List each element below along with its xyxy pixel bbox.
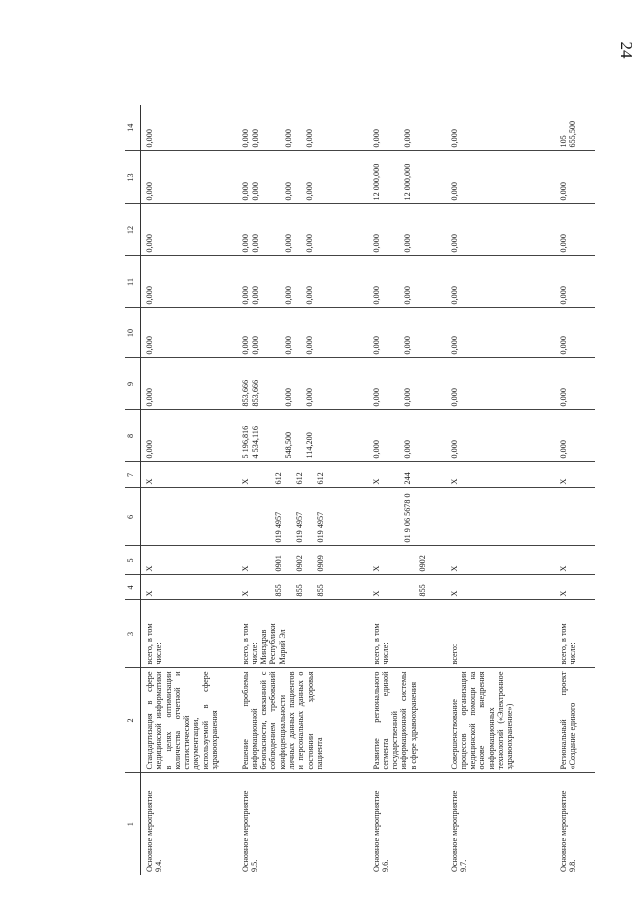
cell-c8	[237, 410, 368, 462]
value: 4 534,116	[250, 426, 260, 459]
value: 0,000	[250, 286, 260, 305]
cell-c11	[237, 256, 368, 308]
measure-name: Основное мероприятие 9.6.	[368, 773, 446, 875]
cell-c14: 0,000	[145, 129, 154, 148]
cell-c7: Х	[141, 462, 237, 488]
value: 612	[294, 472, 304, 485]
cell-c13: 0,000	[141, 151, 237, 204]
value: 0,000	[402, 286, 412, 305]
cell-c10	[368, 308, 446, 358]
value: 0,000	[250, 336, 260, 355]
column-header: 5	[125, 546, 141, 575]
value: 0909	[315, 555, 325, 572]
cell-c7: Х	[555, 462, 595, 488]
value: 0,000	[304, 182, 314, 201]
funding-source-cell	[237, 600, 368, 668]
measure-name: Основное мероприятие 9.8.	[555, 773, 595, 875]
cell-c11: 0,000	[446, 256, 555, 308]
funding-source: всего, в том числе:	[141, 600, 237, 668]
cell-c14	[237, 105, 368, 151]
value: Х	[371, 590, 381, 597]
value: 244	[402, 472, 412, 485]
funding-source: всего, в том числе:	[555, 600, 595, 668]
value: 855	[273, 584, 283, 597]
value: 612	[315, 472, 325, 485]
value: 0,000	[240, 286, 250, 305]
funding-source: всего, в том числе:	[240, 623, 259, 665]
value: 855	[417, 584, 427, 597]
column-header: 7	[125, 462, 141, 488]
cell-c4	[368, 575, 446, 600]
measure-description	[555, 668, 595, 773]
value: 0,000	[240, 129, 250, 148]
header-row	[125, 105, 141, 875]
value: 853,666	[240, 379, 250, 407]
value: 114,200	[304, 432, 314, 459]
cell-c12	[368, 204, 446, 256]
value: Х	[371, 565, 381, 572]
value: 0,000	[283, 129, 293, 148]
funding-source: Минздрав Республики Марий Эл	[259, 623, 287, 665]
cell-c9: 0,000	[555, 358, 595, 410]
description-text: Решение проблемы информационной безопасности, связанной с соблюдением требований конфиденциальности личных данных пациентов и персональных данных о состоянии здоровья пациента	[240, 671, 324, 770]
column-header: 10	[125, 308, 141, 358]
cell-c14	[368, 105, 446, 151]
program-table	[125, 105, 595, 875]
page-number: 24	[617, 41, 636, 59]
cell-c6	[141, 488, 237, 546]
value: Х	[240, 590, 250, 597]
value: 0902	[417, 555, 427, 572]
value: 0,000	[371, 129, 381, 148]
value: 0902	[294, 555, 304, 572]
value: 0,000	[240, 336, 250, 355]
cell-c9	[368, 358, 446, 410]
value: 0,000	[402, 336, 412, 355]
column-header: 6	[125, 488, 141, 546]
description-text: Совершенствование процессов организации медицинской помощи на основе внедрения информационных технологий («Электронное здравоохранение»)	[449, 671, 515, 770]
cell-c6	[446, 488, 555, 546]
column-header: 12	[125, 204, 141, 256]
value: 0,000	[304, 286, 314, 305]
cell-c7	[368, 462, 446, 488]
cell-c5	[368, 546, 446, 575]
value: 0,000	[371, 286, 381, 305]
cell-c7: Х	[446, 462, 555, 488]
value: 12 000,000	[402, 163, 412, 201]
value: Х	[371, 478, 381, 485]
cell-c8: 0,000	[141, 410, 237, 462]
cell-c6	[555, 488, 595, 546]
value: 855	[315, 584, 325, 597]
column-header: 11	[125, 256, 141, 308]
value: 0,000	[250, 182, 260, 201]
cell-c11: 0,000	[555, 256, 595, 308]
value: 0,000	[240, 182, 250, 201]
cell-c8: 0,000	[446, 410, 555, 462]
cell-c4: Х	[141, 575, 237, 600]
cell-c10	[237, 308, 368, 358]
measure-name: Основное мероприятие 9.4.	[141, 773, 237, 875]
column-header: 1	[125, 773, 141, 875]
value: 0,000	[402, 234, 412, 253]
cell-c11	[368, 256, 446, 308]
value: 019 4957	[315, 511, 325, 543]
measure-name: Основное мероприятие 9.5.	[237, 773, 368, 875]
cell-c13	[368, 151, 446, 204]
table-row	[237, 105, 368, 875]
column-header: 14	[125, 105, 141, 151]
value: 01 9 06 5678 0	[402, 493, 412, 543]
cell-c5: Х	[555, 546, 595, 575]
value: 5 196,816	[240, 425, 250, 459]
value: 0,000	[402, 388, 412, 407]
value: 0,000	[250, 234, 260, 253]
measure-name: Основное мероприятие 9.7.	[446, 773, 555, 875]
cell-c4	[237, 575, 368, 600]
description-text: Развитие регионального сегмента единой государственной информационной системы в сфере здравоохранения	[371, 671, 418, 770]
cell-c14: 105 655,500	[558, 120, 577, 148]
cell-c5: Х	[141, 546, 237, 575]
value: 019 4957	[273, 511, 283, 543]
value: 548,500	[283, 431, 293, 459]
cell-c13	[237, 151, 368, 204]
cell-c8	[368, 410, 446, 462]
column-header: 13	[125, 151, 141, 204]
value	[372, 492, 403, 543]
value: 0,000	[371, 234, 381, 253]
cell-c7	[237, 462, 368, 488]
cell-c9: 0,000	[446, 358, 555, 410]
value: 0,000	[283, 182, 293, 201]
column-header: 9	[125, 358, 141, 410]
value: 12 000,000	[371, 163, 381, 201]
measure-description	[368, 668, 446, 773]
value: 0,000	[371, 388, 381, 407]
cell-c8: 0,000	[555, 410, 595, 462]
cell-c6	[237, 488, 368, 546]
measure-description	[141, 668, 237, 773]
column-header: 8	[125, 410, 141, 462]
rotated-table-page	[125, 105, 630, 875]
cell-c4: Х	[446, 575, 555, 600]
cell-c5: Х	[446, 546, 555, 575]
cell-c12	[237, 204, 368, 256]
value: 0,000	[304, 129, 314, 148]
funding-source: всего, в том числе:	[368, 600, 446, 668]
value: 0,000	[283, 336, 293, 355]
table-row	[368, 105, 446, 875]
value: 0,000	[371, 336, 381, 355]
value: 0,000	[283, 388, 293, 407]
table-row	[446, 105, 555, 875]
cell-c12: 0,000	[141, 204, 237, 256]
cell-c12: 0,000	[446, 204, 555, 256]
measure-description	[237, 668, 368, 773]
value: Х	[240, 478, 250, 485]
value: Х	[240, 565, 250, 572]
cell-c10: 0,000	[555, 308, 595, 358]
cell-c4: Х	[555, 575, 595, 600]
funding-source: всего:	[446, 600, 555, 668]
value: 0,000	[402, 129, 412, 148]
column-header: 3	[125, 600, 141, 668]
measure-description	[446, 668, 555, 773]
cell-c12: 0,000	[555, 204, 595, 256]
value: 612	[273, 472, 283, 485]
cell-c9: 0,000	[141, 358, 237, 410]
cell-c14: 0,000	[449, 129, 459, 148]
column-header: 2	[125, 668, 141, 773]
value: 0,000	[283, 234, 293, 253]
column-header: 4	[125, 575, 141, 600]
cell-c10: 0,000	[141, 308, 237, 358]
value: 0,000	[371, 440, 381, 459]
value: 0,000	[304, 234, 314, 253]
cell-c6	[368, 488, 446, 546]
value: 0901	[273, 555, 283, 572]
cell-c13: 0,000	[555, 151, 595, 204]
table-row	[555, 105, 595, 875]
value	[241, 492, 274, 543]
description-text: Стандартизация в сфере медицинской информатики в целях оптимизации количества отчетной и статистической документации, используемой в сфере здравоохранения	[145, 671, 220, 770]
cell-c13: 0,000	[446, 151, 555, 204]
value: 853,666	[250, 379, 260, 407]
value: 855	[294, 584, 304, 597]
value: 0,000	[402, 440, 412, 459]
cell-c11: 0,000	[141, 256, 237, 308]
value: 0,000	[304, 388, 314, 407]
value: 0,000	[304, 336, 314, 355]
cell-c5	[237, 546, 368, 575]
table-row	[141, 105, 237, 875]
value: 0,000	[250, 129, 260, 148]
value: 0,000	[240, 234, 250, 253]
value: 019 4957	[294, 511, 304, 543]
cell-c9	[237, 358, 368, 410]
value: 0,000	[283, 286, 293, 305]
cell-c10: 0,000	[446, 308, 555, 358]
description-text: Региональный проект «Создание единого	[558, 671, 577, 770]
